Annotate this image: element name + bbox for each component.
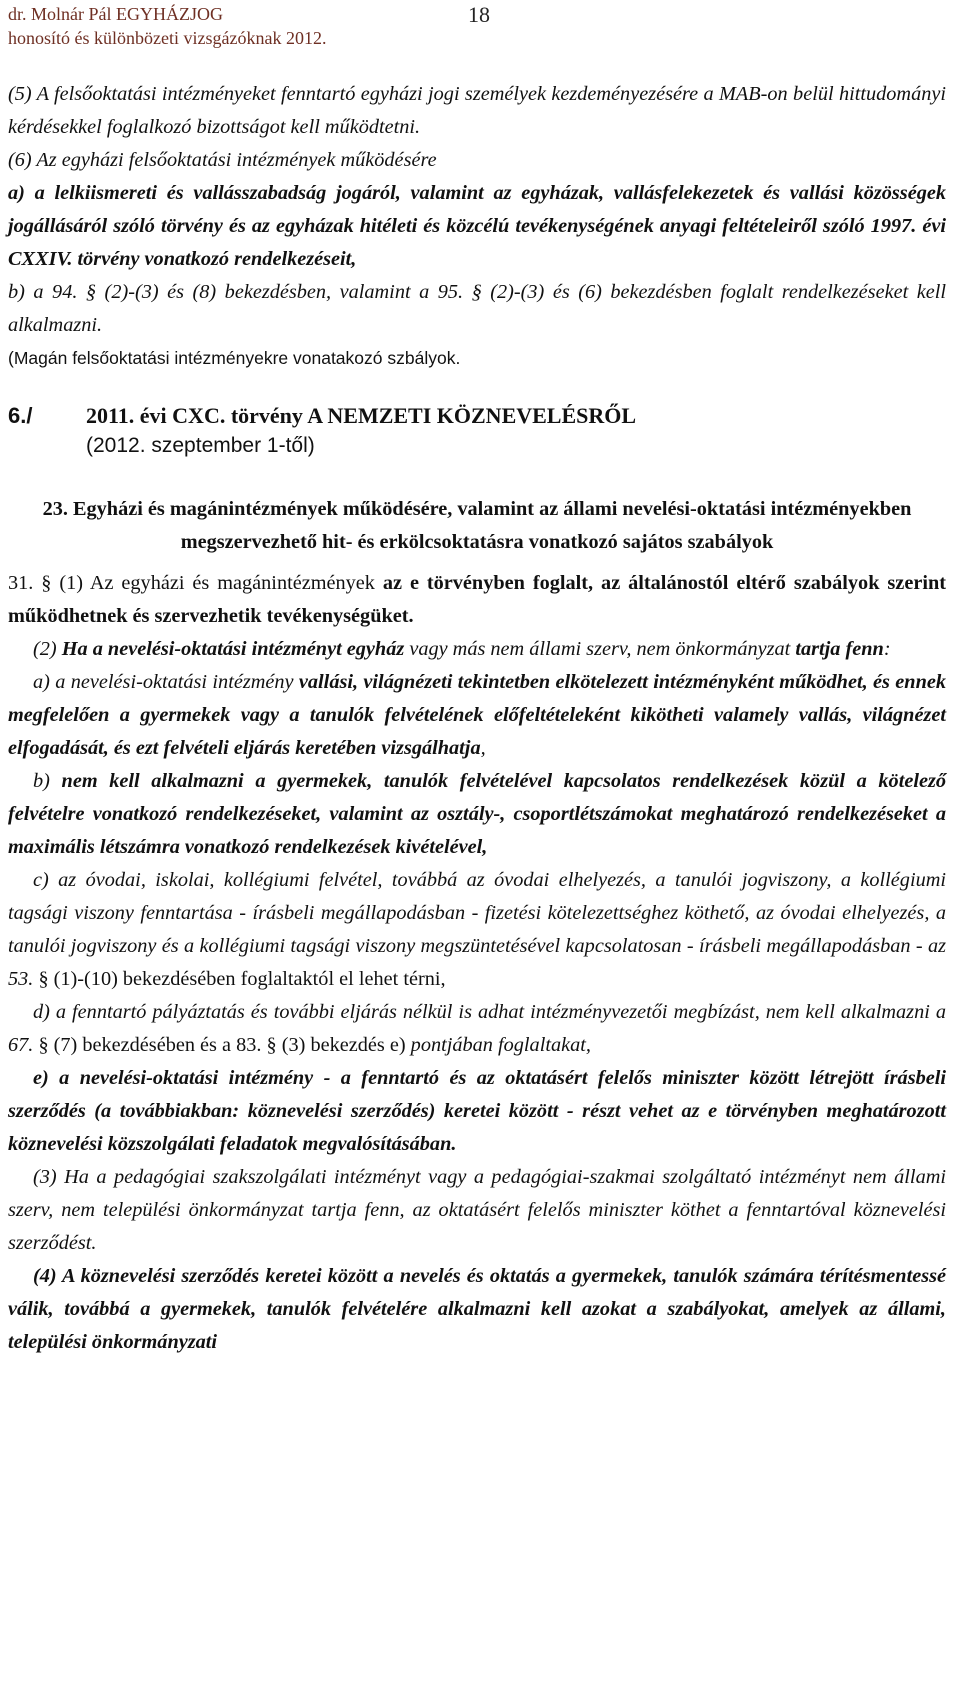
- page-number: 18: [468, 2, 490, 27]
- s31-point-e: e) a nevelési-oktatási intézmény - a fenntartó és az oktatásért felelős miniszter között létrejött írásbeli szerződés (a továbbiakban: köznevelési szerződés) keretei között - részt vehet az e törvényben meghatározott köznevelési közszolgálati feladatok megvalósításában.: [8, 1067, 946, 1155]
- s31-2-a: (2): [33, 638, 57, 660]
- s31-paragraph-2: [8, 633, 946, 666]
- running-header: [8, 2, 326, 50]
- s31-2b-a: b): [33, 770, 50, 792]
- s31-2a-b: vallási, világnézeti tekintetben elkötelezett intézményként működhet, és ennek megfelelően a gyermekek vagy a tanulók felvételének előfeltételeként kikötheti valamely vallás, világnézet elfogadását, és ezt felvételi eljárás keretében vizsgálhatja: [8, 671, 946, 759]
- paragraph-6-a: a) a lelkiismereti és vallásszabadság jogáról, valamint az egyházak, vallásfelekezetek és vallási közösségek jogállásáról szóló törvény és az egyházak hitéleti és közcélú tevékenységének anyagi feltételeiről szóló 1997. évi CXXIV. törvény vonatkozó rendelkezéseit,: [8, 182, 946, 270]
- s31-2d-a: d) a fenntartó pályáztatás és további eljárás nélkül is adhat intézményvezetői megbízást, nem kell alkalmazni a 67.: [8, 1001, 946, 1056]
- spacer: [8, 559, 946, 567]
- s31-2b-b: nem kell alkalmazni a gyermekek, tanulók felvételével kapcsolatos rendelkezések közül a kötelező felvételre vonatkozó rendelkezéseket, valamint az osztály-, csoportlétszámokat meghatározó rendelkezéseket a maximális létszámra vonatkozó rendelkezések kivételével,: [8, 770, 946, 858]
- header-author: dr. Molnár Pál EGYHÁZJOG: [8, 4, 223, 24]
- paragraph-6-b: b) a 94. § (2)-(3) és (8) bekezdésben, valamint a 95. § (2)-(3) és (6) bekezdésben foglalt rendelkezéseket kell alkalmazni.: [8, 281, 946, 336]
- s31-2d-b: § (7) bekezdésében és a 83.: [38, 1034, 262, 1056]
- paragraph-6-intro: (6) Az egyházi felsőoktatási intézmények működésére: [8, 149, 437, 171]
- s31-2-e: :: [883, 638, 891, 660]
- paragraph-6-note: (Magán felsőoktatási intézményekre vonatakozó szbályok.: [8, 348, 461, 368]
- s31-2-d: tartja fenn: [795, 638, 884, 660]
- s31-2d-d: pontjában foglaltakat,: [410, 1034, 591, 1056]
- section-6-heading: [8, 401, 946, 461]
- s31-point-a: [8, 666, 946, 765]
- section-6-date: (2012. szeptember 1-től): [86, 434, 315, 457]
- s31-point-b: [8, 765, 946, 864]
- section-6-title: 2011. évi CXC. törvény A NEMZETI KÖZNEVELÉSRŐL: [86, 403, 637, 428]
- s31-2a-c: ,: [480, 737, 486, 759]
- section-6-number: 6./: [8, 403, 33, 428]
- paragraph-5: (5) A felsőoktatási intézményeket fenntartó egyházi jogi személyek kezdeményezésére a MAB-on belül hittudományi kérdésekkel foglalkozó bizottságot kell működtetni.: [8, 83, 946, 138]
- s31-2d-c: § (3) bekezdés e): [266, 1034, 406, 1056]
- header-subtitle: honosító és különbözeti vizsgázóknak 2012.: [8, 28, 327, 48]
- s31-2a-a: a) a nevelési-oktatási intézmény: [33, 671, 294, 693]
- s31-2c-a: c) az óvodai, iskolai, kollégiumi felvétel, továbbá az óvodai elhelyezés, a tanulói jogviszony, a kollégiumi tagsági viszony fenntartása - írásbeli megállapodásban - fizetési kötelezettséghez köthető, az óvodai elhelyezés, a tanulói jogviszony és a kollégiumi tagsági viszony megszüntetésével kapcsolatosan - írásbeli megállapodásban - az 53.: [8, 869, 946, 990]
- spacer: [8, 461, 946, 493]
- s31-point-c: [8, 864, 946, 996]
- s31-2-c: vagy más nem állami szerv, nem önkormányzat: [409, 638, 791, 660]
- s31-1-prefix: 31. § (1) Az egyházi és magánintézmények: [8, 572, 375, 594]
- document-body: [8, 78, 946, 1359]
- s31-2-b: Ha a nevelési-oktatási intézményt egyház: [61, 638, 405, 660]
- section-23-heading: 23. Egyházi és magánintézmények működésére, valamint az állami nevelési-oktatási intézményekben megszervezhető hit- és erkölcsoktatásra vonatkozó sajátos szabályok: [42, 498, 912, 553]
- s31-point-d: [8, 996, 946, 1062]
- s31-1-bold: az e törvényben foglalt, az általánostól eltérő szabályok szerint működhetnek és szervezhetik tevékenységüket.: [8, 572, 946, 627]
- s31-paragraph-1: [8, 567, 946, 633]
- s31-2c-b: § (1)-(10) bekezdésében foglaltaktól el lehet térni,: [38, 968, 446, 990]
- s31-paragraph-3: (3) Ha a pedagógiai szakszolgálati intézményt vagy a pedagógiai-szakmai szolgáltató intézményt nem állami szerv, nem települési önkormányzat tartja fenn, az oktatásért felelős miniszter köthet a fenntartóval köznevelési szerződést.: [8, 1166, 946, 1254]
- s31-paragraph-4: (4) A köznevelési szerződés keretei között a nevelés és oktatás a gyermekek, tanulók számára térítésmentessé válik, továbbá a gyermekek, tanulók felvételére alkalmazni kell azokat a szabályokat, amelyek az állami, települési önkormányzati: [8, 1265, 946, 1353]
